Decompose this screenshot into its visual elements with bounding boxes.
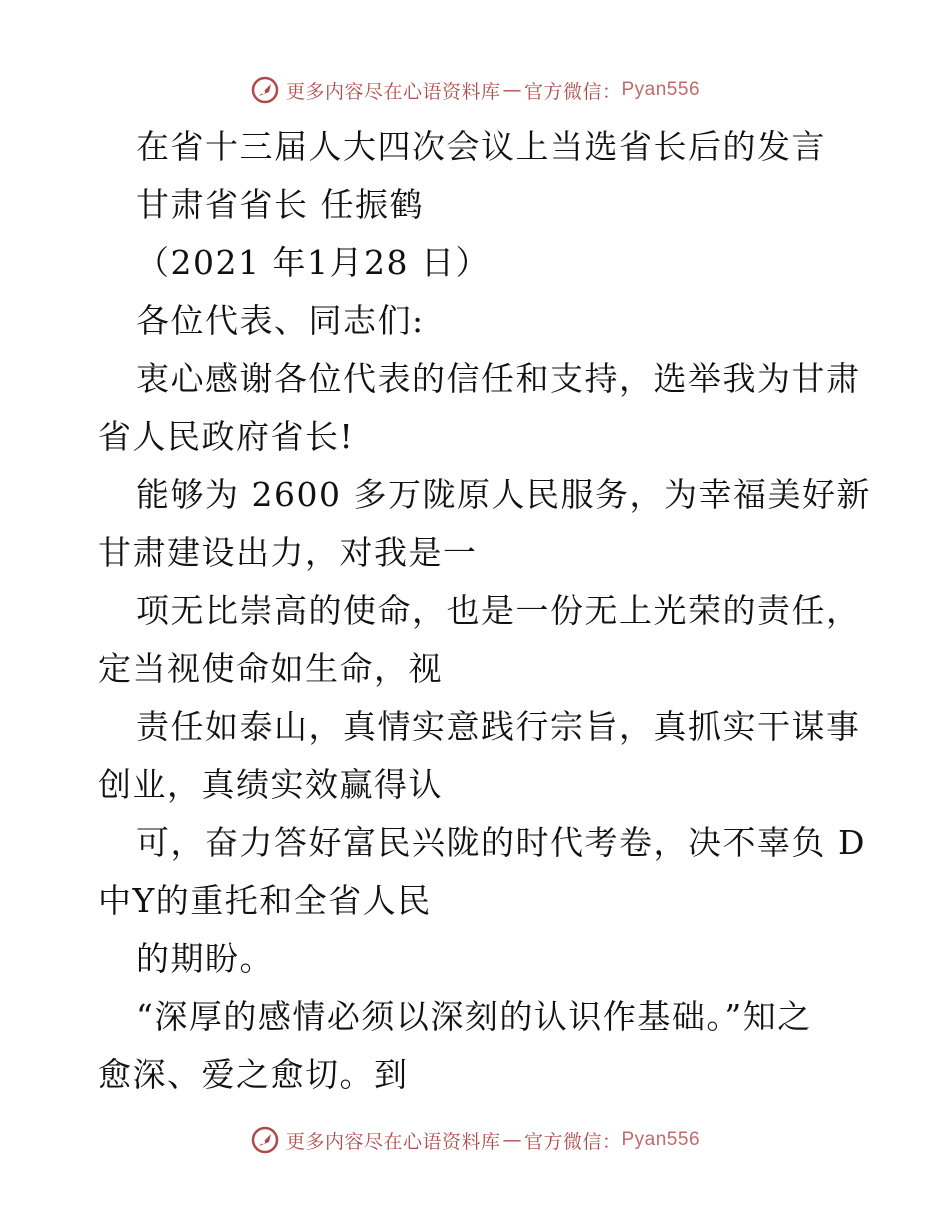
paragraph-line: 的期盼。 <box>136 939 274 978</box>
paragraph-line: 能够为 2600 多万陇原人民服务，为幸福美好新 <box>136 475 871 514</box>
watermark-text: 更多内容尽在心语资料库 <box>285 80 501 103</box>
paragraph-line: “深厚的感情必须以深刻的认识作基础。”知之 <box>136 997 812 1036</box>
quill-logo-icon <box>250 75 280 105</box>
watermark-id: Pyan556 <box>621 79 701 100</box>
paragraph-line: 可，奋力答好富民兴陇的时代考卷，决不辜负 D <box>136 823 866 862</box>
salutation-line: 各位代表、同志们: <box>136 301 425 340</box>
speech-title: 在省十三届人大四次会议上当选省长后的发言 <box>136 127 826 166</box>
footer-watermark <box>0 1120 950 1160</box>
paragraph-line: 愈深、爱之愈切。到 <box>98 1055 409 1094</box>
watermark-text: 更多内容尽在心语资料库 <box>285 1130 501 1153</box>
watermark-id: Pyan556 <box>621 1129 701 1150</box>
watermark-label: 官方微信： <box>523 1130 622 1153</box>
paragraph-line: 衷心感谢各位代表的信任和支持，选举我为甘肃 <box>136 359 861 398</box>
watermark-label: 官方微信： <box>523 80 622 103</box>
header-watermark <box>0 70 950 110</box>
paragraph-line: 定当视使命如生命，视 <box>98 649 443 688</box>
paragraph-line: 中Y的重托和全省人民 <box>98 881 432 920</box>
speaker-line: 甘肃省省长 任振鹤 <box>136 185 424 224</box>
paragraph-line: 甘肃建设出力，对我是一 <box>98 533 478 572</box>
date-line: （2021 年1月28 日） <box>136 243 490 282</box>
watermark-separator: — <box>502 79 522 101</box>
paragraph-line: 省人民政府省长! <box>98 417 355 456</box>
paragraph-line: 责任如泰山，真情实意践行宗旨，真抓实干谋事 <box>136 707 861 746</box>
paragraph-line: 项无比崇高的使命，也是一份无上光荣的责任， <box>136 591 861 630</box>
watermark-separator: — <box>502 1129 522 1151</box>
quill-logo-icon <box>250 1125 280 1155</box>
paragraph-line: 创业，真绩实效赢得认 <box>98 765 443 804</box>
document-body <box>98 118 871 1104</box>
